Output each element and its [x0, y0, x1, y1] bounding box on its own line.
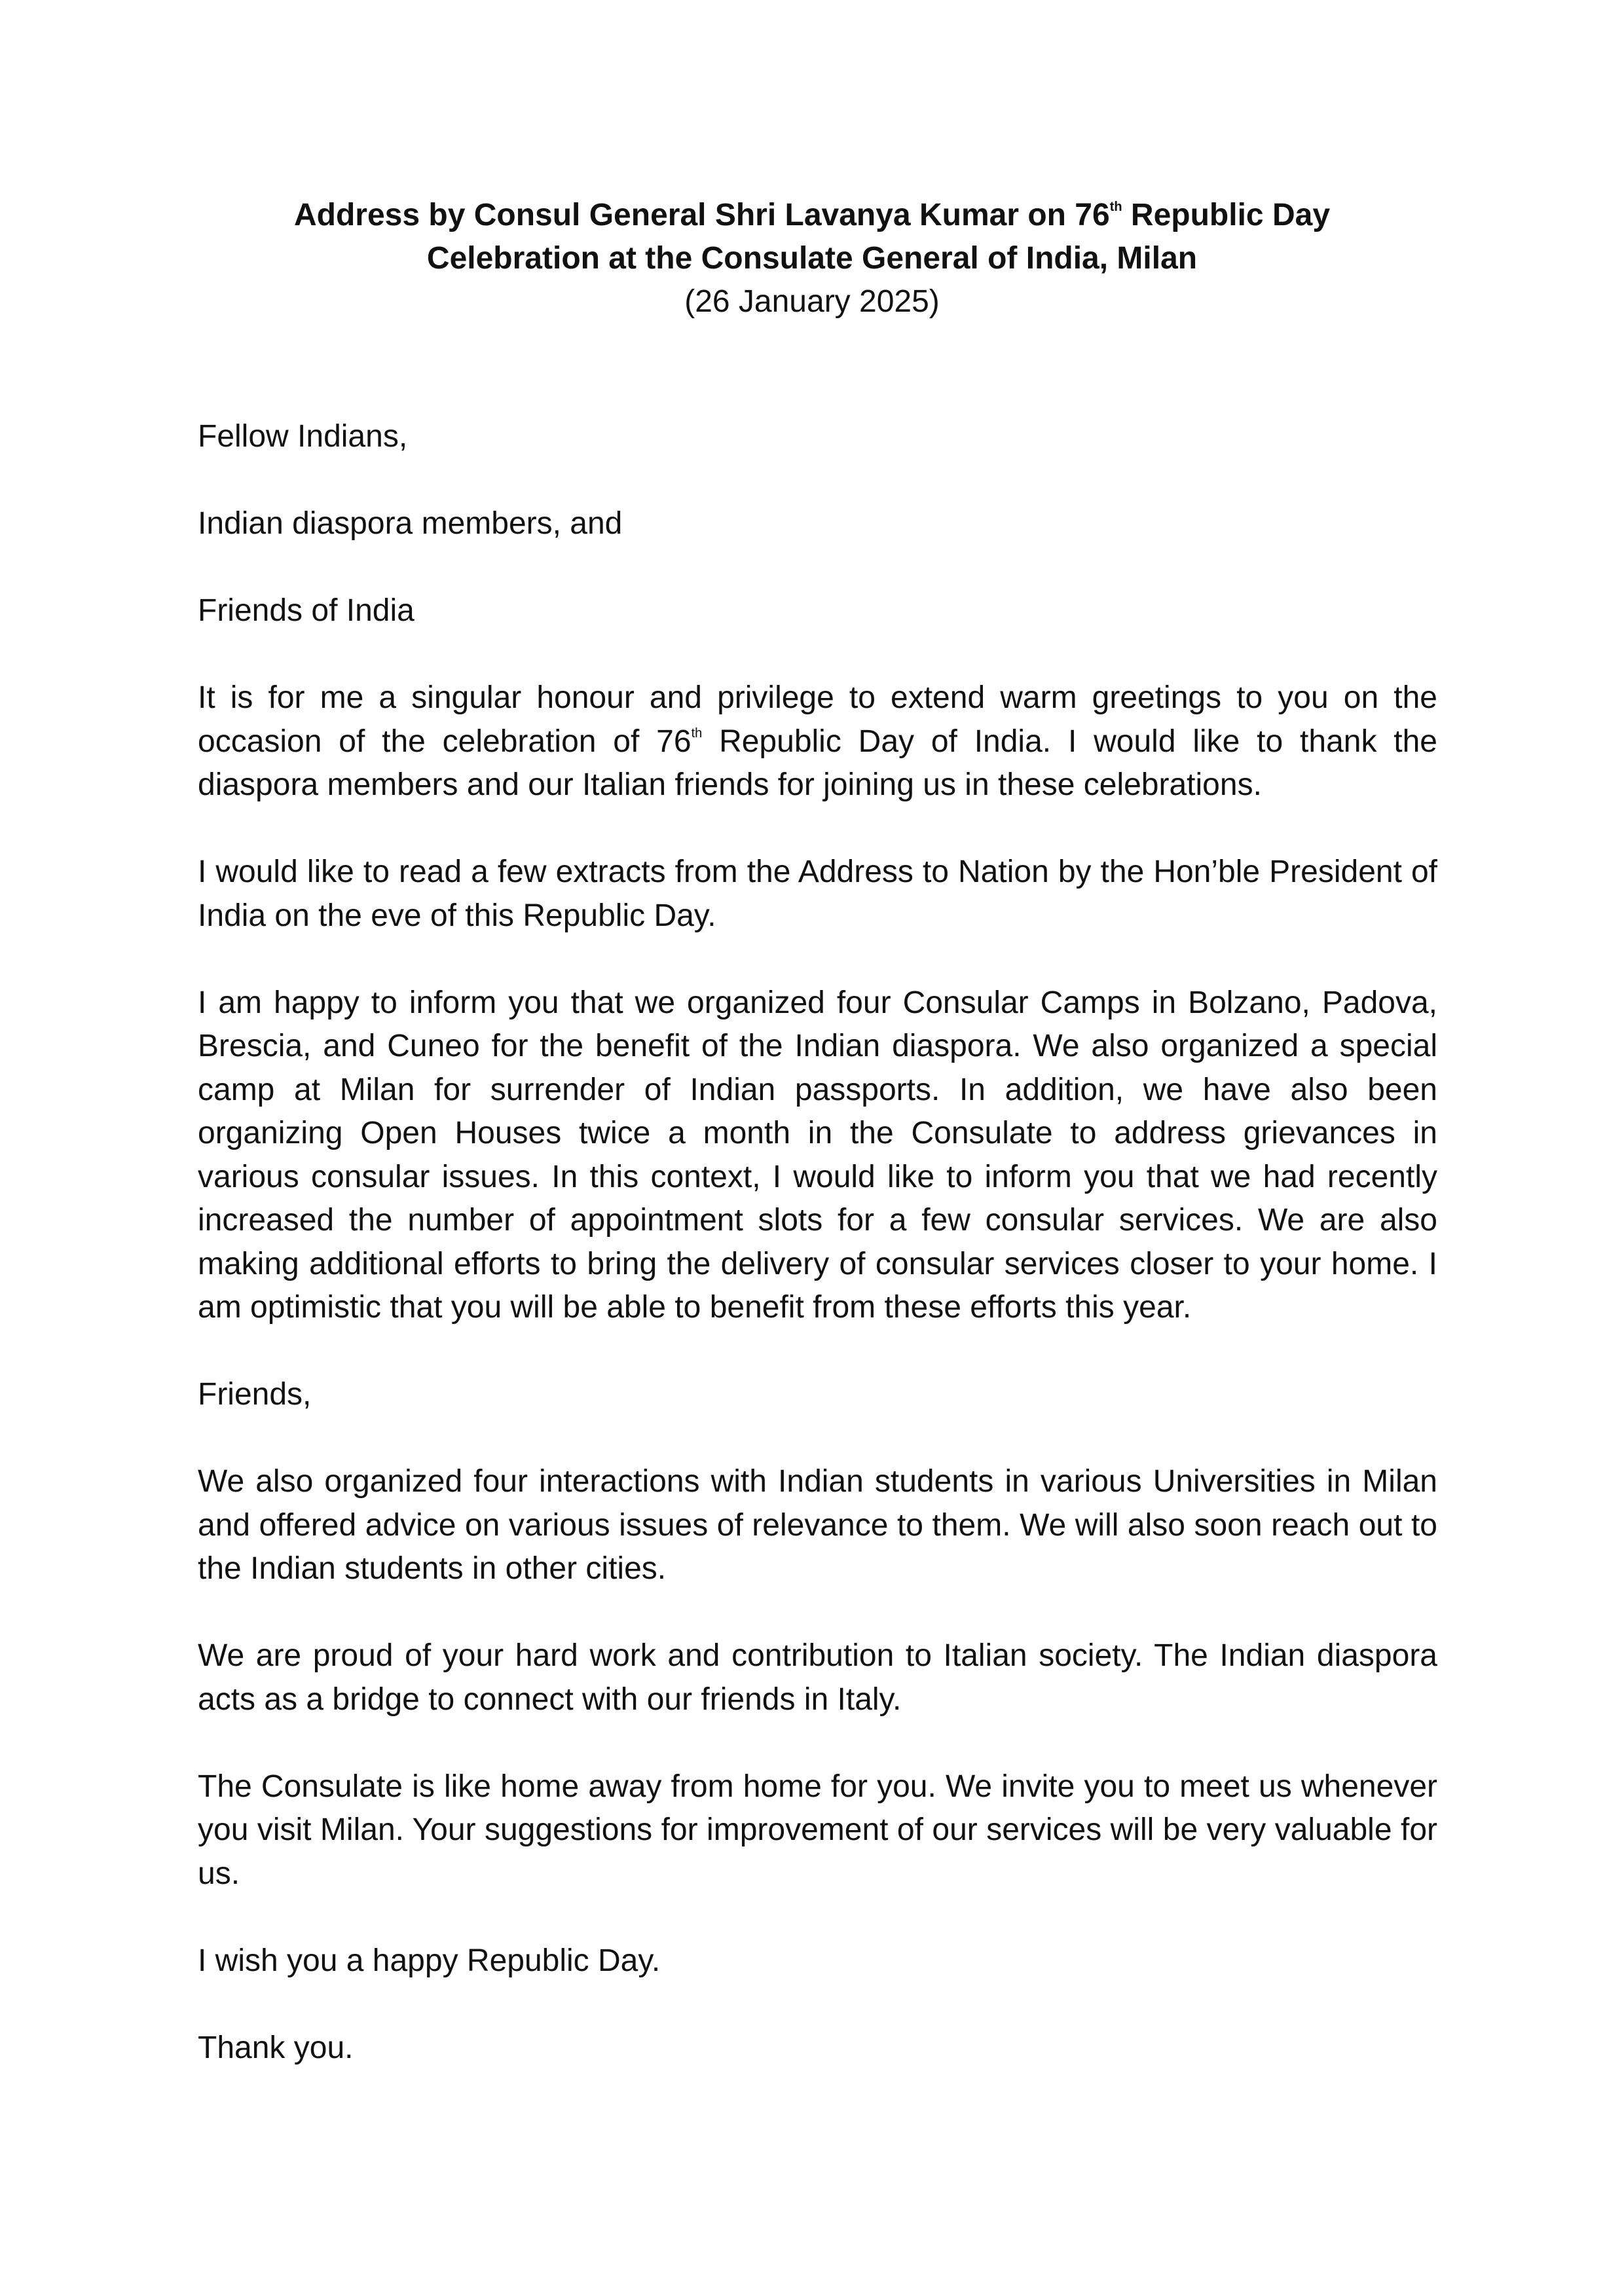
salutation-1: Fellow Indians, — [198, 419, 408, 454]
paragraph-greetings — [198, 676, 1437, 807]
title-line-2: Celebration at the Consulate General of India, Milan — [426, 241, 1198, 276]
closing-line: Thank you. — [198, 2030, 354, 2065]
paragraph-students: We also organized four interactions with Indian students in various Universities in Milan and offered advice on various issues of relevance to them. We will also soon reach out to the Indian students in other cities. — [198, 1464, 1437, 1586]
paragraph-wish: I wish you a happy Republic Day. — [198, 1943, 661, 1978]
salutation-2: Indian diaspora members, and — [198, 506, 623, 541]
speech-body — [198, 415, 1437, 2114]
paragraph-consular-camps: I am happy to inform you that we organized four Consular Camps in Bolzano, Padova, Brescia, and Cuneo for the benefit of the Indian diaspora. We also organized a special camp at Milan for surrender of Indian passports. In addition, we have also been organizing Open Houses twice a month in the Consulate to address grievances in various consular issues. In this context, I would like to inform you that we had recently increased the number of appointment slots for a few consular services. We are also making additional efforts to bring the delivery of consular services closer to your home. I am optimistic that you will be able to benefit from these efforts this year. — [198, 985, 1437, 1325]
title-line-1-end: Republic Day — [1122, 198, 1331, 232]
salutation-3: Friends of India — [198, 593, 415, 628]
paragraph-greetings-end: Republic Day of India. I would like to thank the diaspora members and our Italian friends for joining us in these celebrations. — [198, 724, 1438, 802]
address-date: (26 January 2025) — [684, 284, 940, 319]
title-line-1-text: Address by Consul General Shri Lavanya Kumar on 76 — [293, 198, 1110, 232]
title-line-1 — [196, 194, 1428, 237]
title-block — [196, 194, 1428, 323]
paragraph-president-address: I would like to read a few extracts from the Address to Nation by the Hon’ble President of India on the eve of this Republic Day. — [198, 854, 1437, 933]
paragraph-consulate: The Consulate is like home away from home for you. We invite you to meet us whenever you visit Milan. Your suggestions for improvement of our services will be very valuable for us. — [198, 1769, 1437, 1891]
title-ordinal-suffix: th — [1109, 200, 1122, 214]
salutation-friends: Friends, — [198, 1377, 312, 1412]
ordinal-suffix: th — [691, 725, 703, 741]
paragraph-greetings-start: It is for me a singular honour and privilege to extend warm greetings to you on the occasion of the celebration of 76 — [198, 680, 1437, 759]
paragraph-diaspora: We are proud of your hard work and contribution to Italian society. The Indian diaspora acts as a bridge to connect with our friends in Italy. — [198, 1638, 1437, 1717]
